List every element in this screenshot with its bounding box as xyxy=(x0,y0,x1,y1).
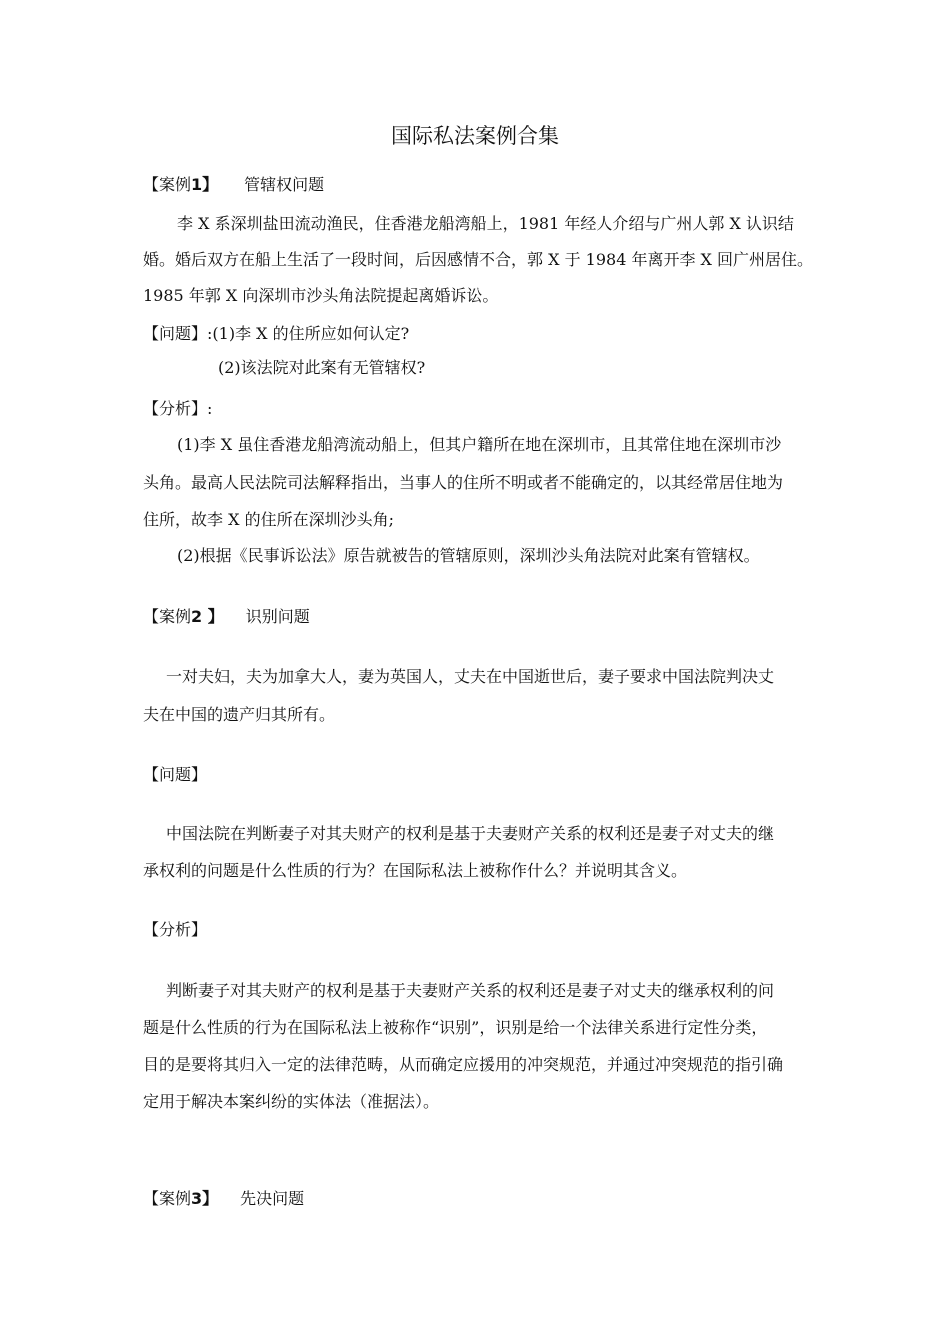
case2-label-open: 【案例 xyxy=(143,607,192,626)
case2-paragraph-line: 夫在中国的遗产归其所有。 xyxy=(143,705,336,724)
case3-label-num: 3】 xyxy=(191,1189,219,1208)
case3-heading xyxy=(143,1189,304,1209)
case1-topic: 管辖权问题 xyxy=(244,175,325,194)
case2-analysis-label: 【分析】 xyxy=(143,920,208,939)
case3-topic: 先决问题 xyxy=(240,1189,305,1208)
case1-paragraph-line: 婚。婚后双方在船上生活了一段时间，后因感情不合，郭 X 于 1984 年离开李 X 回广州居住。 xyxy=(143,250,814,269)
case2-analysis-line: 目的是要将其归入一定的法律范畴，从而确定应援用的冲突规范，并通过冲突规范的指引确 xyxy=(143,1055,784,1074)
case1-question-row xyxy=(143,324,409,344)
case2-analysis-line: 定用于解决本案纠纷的实体法（准据法）。 xyxy=(143,1092,440,1111)
case2-question-line: 中国法院在判断妻子对其夫财产的权利是基于夫妻财产关系的权利还是妻子对丈夫的继 xyxy=(166,824,775,843)
case1-question-1: (1)李 X 的住所应如何认定? xyxy=(212,324,410,343)
case2-analysis-line: 判断妻子对其夫财产的权利是基于夫妻财产关系的权利还是妻子对丈夫的继承权利的问 xyxy=(166,981,775,1000)
case1-analysis-line: (1)李 X 虽住香港龙船湾流动船上，但其户籍所在地在深圳市，且其常住地在深圳市沙 xyxy=(177,435,782,454)
case3-label-open: 【案例 xyxy=(143,1189,192,1208)
case1-question-label: 【问题】: xyxy=(143,324,213,343)
case1-analysis-line: 住所，故李 X 的住所在深圳沙头角; xyxy=(143,510,394,529)
case1-paragraph-line: 1985 年郭 X 向深圳市沙头角法院提起离婚诉讼。 xyxy=(143,286,499,305)
case1-analysis-line: 头角。最高人民法院司法解释指出，当事人的住所不明或者不能确定的，以其经常居住地为 xyxy=(143,473,784,492)
case2-topic: 识别问题 xyxy=(245,607,310,626)
case2-heading xyxy=(143,607,310,627)
case1-analysis-label: 【分析】: xyxy=(143,399,213,418)
case2-label-num: 2 】 xyxy=(191,607,224,626)
case1-question-2: (2)该法院对此案有无管辖权? xyxy=(218,358,426,377)
case1-label-open: 【案例 xyxy=(143,175,192,194)
case1-heading xyxy=(143,175,324,195)
case1-paragraph-line: 李 X 系深圳盐田流动渔民，住香港龙船湾船上，1981 年经人介绍与广州人郭 X 认识结 xyxy=(177,214,794,233)
document-title: 国际私法案例合集 xyxy=(391,124,559,148)
case2-analysis-line: 题是什么性质的行为在国际私法上被称作“识别”，识别是给一个法律关系进行定性分类， xyxy=(143,1018,768,1037)
case1-label-num: 1】 xyxy=(191,175,219,194)
case2-question-line: 承权利的问题是什么性质的行为？在国际私法上被称作什么？并说明其含义。 xyxy=(143,861,688,880)
case1-analysis-line: (2)根据《民事诉讼法》原告就被告的管辖原则，深圳沙头角法院对此案有管辖权。 xyxy=(177,546,760,565)
case2-question-label: 【问题】 xyxy=(143,765,208,784)
case2-paragraph-line: 一对夫妇，夫为加拿大人，妻为英国人，丈夫在中国逝世后，妻子要求中国法院判决丈 xyxy=(166,667,775,686)
